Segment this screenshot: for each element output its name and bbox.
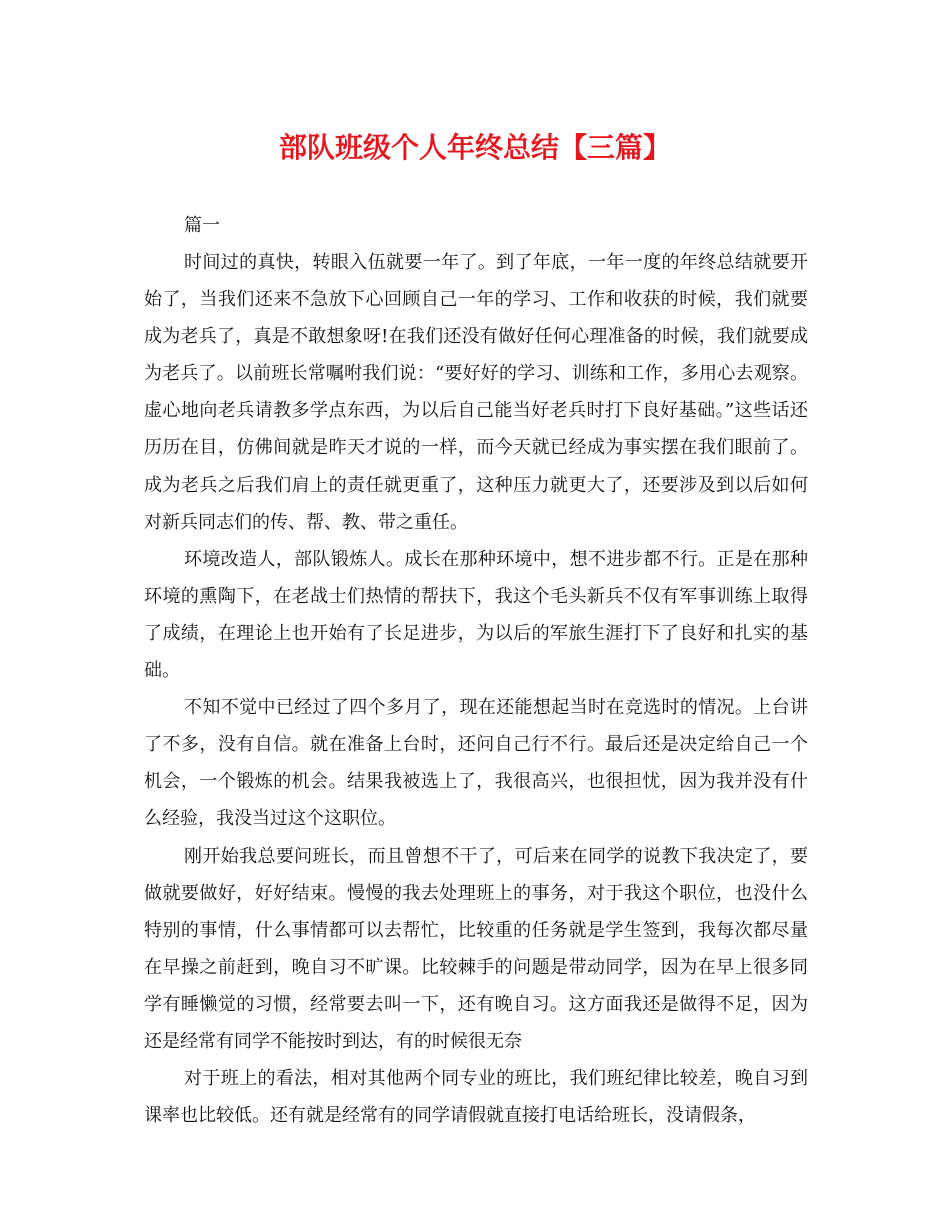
paragraph-2: 环境改造人，部队锻炼人。成长在那种环境中，想不进步都不行。正是在那种环境的熏陶下，在老战士们热情的帮扶下，我这个毛头新兵不仅有军事训练上取得了成绩，在理论上也开始有了长足进步，为以后的军旅生涯打下了良好和扎实的基础。: [144, 548, 808, 682]
paragraph-4: 刚开始我总要问班长，而且曾想不干了，可后来在同学的说教下我决定了，要做就要做好，好好结束。慢慢的我去处理班上的事务，对于我这个职位，也没什么特别的事情，什么事情都可以去帮忙，比较重的任务就是学生签到，我每次都尽量在早操之前赶到，晚自习不旷课。比较棘手的问题是带动同学，因为在早上很多同学有睡懒觉的习惯，经常要去叫一下，还有晚自习。这方面我还是做得不足，因为还是经常有同学不能按时到达，有的时候很无奈: [144, 845, 808, 1052]
section-label: 篇一: [184, 215, 220, 236]
document-title: 部队班级个人年终总结【三篇】: [278, 131, 671, 164]
paragraph-5: 对于班上的看法，相对其他两个同专业的班比，我们班纪律比较差，晚自习到课率也比较低。还有就是经常有的同学请假就直接打电话给班长，没请假条，: [144, 1068, 808, 1127]
paragraph-1: 时间过的真快，转眼入伍就要一年了。到了年底，一年一度的年终总结就要开始了，当我们还来不急放下心回顾自己一年的学习、工作和收获的时候，我们就要成为老兵了，真是不敢想象呀!在我们还没有做好任何心理准备的时候，我们就要成为老兵了。以前班长常嘱咐我们说：“要好好的学习、训练和工作，多用心去观察。虚心地向老兵请教多学点东西，为以后自己能当好老兵时打下良好基础。”这些话还历历在目，仿佛间就是昨天才说的一样，而今天就已经成为事实摆在我们眼前了。成为老兵之后我们肩上的责任就更重了，这种压力就更大了，还要涉及到以后如何对新兵同志们的传、帮、教、带之重任。: [144, 252, 808, 533]
paragraph-3: 不知不觉中已经过了四个多月了，现在还能想起当时在竞选时的情况。上台讲了不多，没有自信。就在准备上台时，还问自己行不行。最后还是决定给自己一个机会，一个锻炼的机会。结果我被选上了，我很高兴，也很担忧，因为我并没有什么经验，我没当过这个这职位。: [144, 697, 808, 830]
document-body: [144, 207, 808, 1134]
